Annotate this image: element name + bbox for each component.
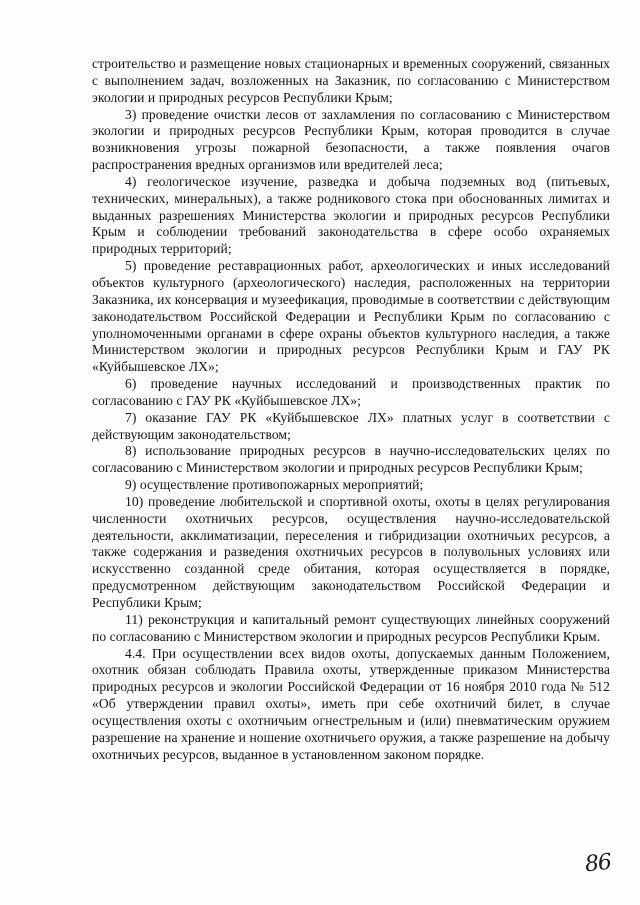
paragraph-item-8: 8) использование природных ресурсов в научно-исследовательских целях по согласованию с Министерством экологии и природных ресурсов Республики Крым; — [92, 443, 610, 476]
paragraph-item-6: 6) проведение научных исследований и производственных практик по согласованию с ГАУ РК «Куйбышевское ЛХ»; — [92, 376, 610, 408]
paragraph-item-7: 7) оказание ГАУ РК «Куйбышевское ЛХ» платных услуг в соответствии с действующим законодательством; — [92, 409, 610, 442]
paragraph-item-10: 10) проведение любительской и спортивной охоты, охоты в целях регулирования численности охотничьих ресурсов, осуществления научно-исследовательской деятельности, акклиматизации, переселения и гибридизации охотничьих ресурсов, а также содержания и разведения охотничьих ресурсов в полувольных условиях или искусственно созданной среде обитания, которая осуществляется в порядке, предусмотренном действующим законодательством Российской Федерации и Республики Крым; — [92, 493, 610, 610]
paragraph-item-5: 5) проведение реставрационных работ, археологических и иных исследований объектов культурного (археологического) наследия, расположенных на территории Заказника, их консервация и музеефикация, проводимые в соответствии с действующим законодательством Российской Федерации и Республики Крым по согласованию с уполномоченными органами в сфере охраны объектов культурного наследия, а также Министерством экологии и природных ресурсов Республики Крым и ГАУ РК «Куйбышевское ЛХ»; — [92, 258, 610, 375]
handwritten-page-number: 86 — [583, 849, 613, 878]
paragraph-item-4: 4) геологическое изучение, разведка и добыча подземных вод (питьевых, технических, минеральных), а также родникового стока при обоснованных лимитах и выданных разрешениях Министерства экологии и природных ресурсов Республики Крым и соблюдении требований законодательства в сфере особо охраняемых природных территорий; — [92, 173, 610, 257]
paragraph-continuation: строительство и размещение новых стационарных и временных сооружений, связанных с выполнением задач, возложенных на Заказник, по согласованию с Министерством экологии и природных ресурсов Республики Крым; — [92, 56, 610, 105]
paragraph-item-3: 3) проведение очистки лесов от захламления по согласованию с Министерством экологии и природных ресурсов Республики Крым, которая проводится в случае возникновения угрозы пожарной безопасности, а также появления очагов распространения вредных организмов или вредителей леса; — [92, 106, 610, 173]
paragraph-section-4-4: 4.4. При осуществлении всех видов охоты, допускаемых данным Положением, охотник обязан соблюдать Правила охоты, утвержденные приказом Министерства природных ресурсов и экологии Российской Федерации от 16 ноября 2010 года № 512 «Об утверждении правил охоты», иметь при себе охотничий билет, в случае осуществления охоты с охотничьим огнестрельным и (или) пневматическим оружием разрешение на хранение и ношение охотничьего оружия, а также разрешение на добычу охотничьих ресурсов, выданное в установленном законом порядке. — [92, 645, 610, 762]
paragraph-item-11: 11) реконструкция и капитальный ремонт существующих линейных сооружений по согласованию с Министерством экологии и природных ресурсов Республики Крым. — [92, 611, 610, 644]
document-body — [92, 56, 610, 763]
paragraph-item-9: 9) осуществление противопожарных мероприятий; — [125, 477, 424, 493]
